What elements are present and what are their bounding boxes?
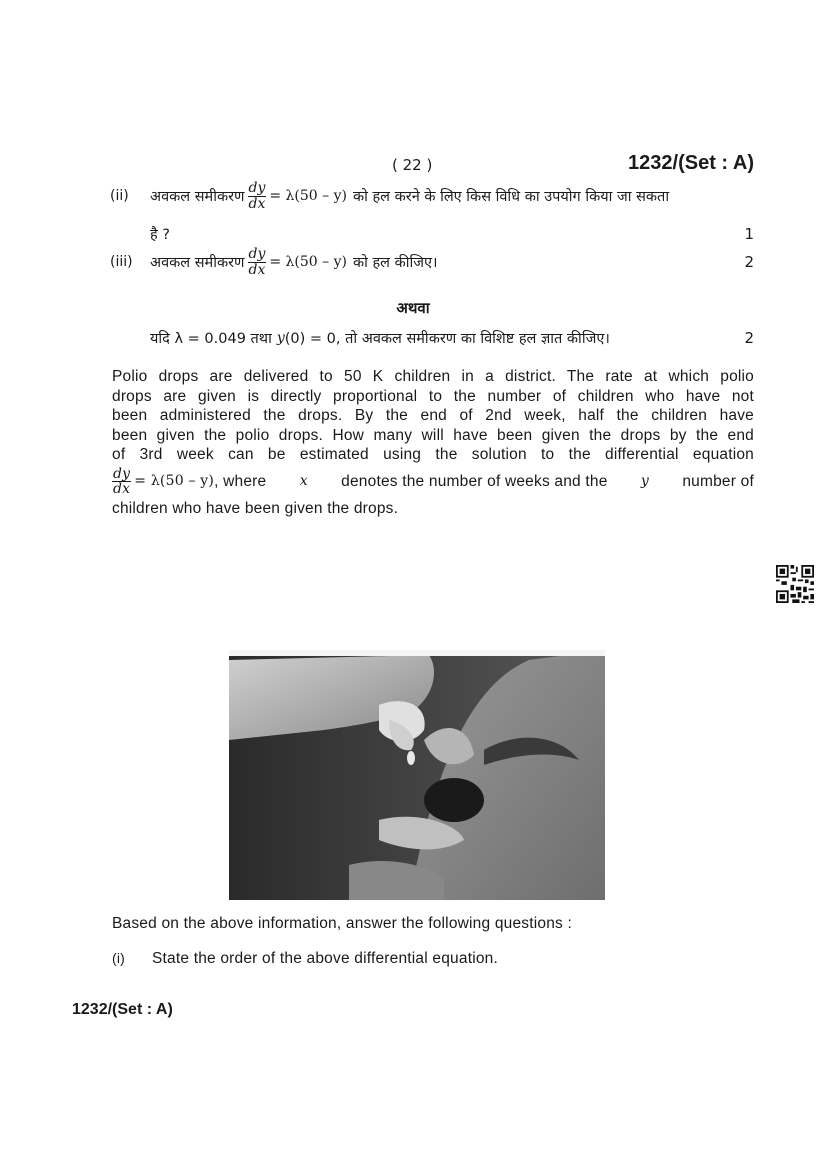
page-number: ( 22 ) — [392, 156, 433, 174]
passage-equation-line — [112, 467, 754, 497]
marks: 1 — [744, 225, 754, 243]
passage-tail-b: denotes the number of weeks and the — [341, 472, 608, 490]
paper-code-header: 1232/(Set : A) — [628, 152, 754, 174]
question-continuation: है ? — [150, 227, 171, 243]
question-prefix: अवकल समीकरण — [150, 255, 245, 272]
derivative-fraction — [248, 247, 267, 277]
passage-tail-c: number of — [682, 472, 754, 490]
polio-drops-photo — [229, 650, 605, 900]
sub-question-text: State the order of the above differential equation. — [152, 950, 498, 967]
marks: 2 — [744, 253, 754, 272]
passage-line: Polio drops are delivered to 50 K children in a district. The rate at which polio — [112, 368, 754, 385]
equation-rhs: = λ(50 – y) — [269, 254, 347, 271]
hindi-question-ii-continuation — [110, 224, 754, 244]
qr-code-icon — [776, 565, 814, 603]
hindi-question-iii — [110, 247, 754, 277]
fraction-denominator: dx — [248, 261, 266, 278]
case-study-passage — [112, 367, 754, 518]
question-number: (i) — [112, 950, 126, 966]
equation-rhs: = λ(50 – y) — [134, 472, 215, 489]
or-question — [110, 328, 754, 348]
question-suffix: को हल कीजिए। — [352, 255, 438, 272]
fraction-denominator: dx — [248, 195, 266, 212]
fraction-denominator: dx — [113, 481, 131, 498]
or-label: अथवा — [396, 299, 430, 317]
derivative-fraction — [248, 181, 267, 211]
variable-y: y — [640, 472, 649, 489]
equation-rhs: = λ(50 – y) — [269, 188, 347, 205]
passage-line: drops are given is directly proportional to the number of children who have not — [112, 387, 754, 405]
passage-line: of 3rd week can be estimated using the solution to the differential equation — [112, 446, 754, 463]
hindi-question-ii — [110, 181, 754, 211]
variable-x: x — [299, 472, 308, 489]
question-number: (iii) — [110, 254, 133, 271]
question-prefix: अवकल समीकरण — [150, 189, 245, 206]
passage-line: been given the polio drops. How many will have been given the drops by the end — [112, 426, 754, 444]
or-question-text-a: यदि λ = 0.049 तथा — [150, 331, 272, 347]
marks: 2 — [744, 329, 754, 347]
passage-line: children who have been given the drops. — [112, 499, 399, 517]
question-suffix: को हल करने के लिए किस विधि का उपयोग किया जा सकता — [352, 189, 670, 206]
instruction-text: Based on the above information, answer the following questions : — [112, 915, 572, 932]
paper-code-footer: 1232/(Set : A) — [72, 1001, 173, 1018]
derivative-fraction — [112, 467, 131, 497]
fraction-numerator: dy — [113, 465, 131, 482]
sub-question-i — [112, 950, 498, 968]
passage-tail-a: , where — [214, 472, 267, 490]
condition-variable: y — [276, 330, 285, 346]
fraction-numerator: dy — [248, 180, 266, 196]
question-number: (ii) — [110, 188, 129, 205]
fraction-numerator: dy — [248, 246, 266, 262]
passage-line: been administered the drops. By the end of 2nd week, half the children have — [112, 407, 754, 424]
or-question-text-b: (0) = 0, तो अवकल समीकरण का विशिष्ट हल ज्ञात कीजिए। — [284, 331, 610, 347]
